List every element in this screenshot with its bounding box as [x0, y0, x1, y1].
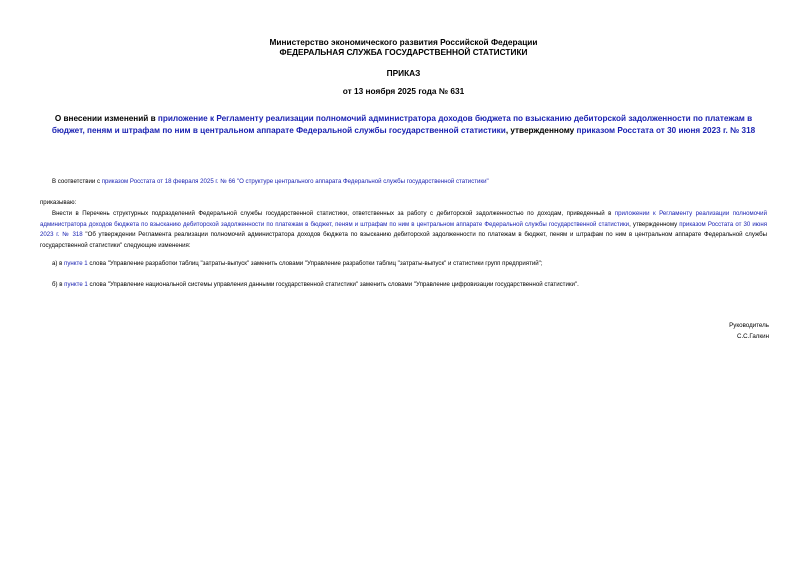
body-text-3: "Об утверждении Регламента реализации полномочий администратора доходов бюджета по взысканию дебиторской задолженности по платежам в бюджет, пеням и штрафам по ним в центральном аппарате Федеральной службы государственной статистики" следующие изменения:	[40, 231, 767, 249]
body-link-order[interactable]: приказом Росстата от 30 июня 2023 г. № 318	[40, 220, 768, 238]
body-paragraph	[40, 209, 767, 251]
service-name: ФЕДЕРАЛЬНАЯ СЛУЖБА ГОСУДАРСТВЕННОЙ СТАТИСТИКИ	[279, 47, 528, 57]
signature-position: Руководитель	[729, 322, 769, 329]
item-b-prefix: б) в	[52, 281, 65, 288]
item-b-text: слова "Управление национальной системы управления данными государственной статистики" заменить словами "Управление цифровизации государственной статистики".	[87, 281, 579, 288]
item-b-link[interactable]: пункте 1	[64, 281, 88, 288]
title-link-order[interactable]: приказом Росстата от 30 июня 2023 г. № 318	[576, 126, 756, 135]
title-link-regulation[interactable]: приложение к Регламенту реализации полномочий администратора доходов бюджета по взысканию дебиторской задолженности по платежам в бюджет, пеням и штрафам по ним в центральном аппарате Федеральной службы государственной статистики	[51, 114, 753, 135]
item-b	[52, 280, 772, 291]
document-date: от 13 ноября 2025 года № 631	[342, 86, 465, 96]
preamble-link[interactable]: приказом Росстата от 18 февраля 2025 г. № 66 "О структуре центрального аппарата Федеральной службы государственной статистики"	[101, 178, 489, 185]
preamble-text: В соответствии с	[52, 178, 102, 185]
signature-name: С.С.Галкин	[736, 333, 769, 340]
body-text-2: , утвержденному	[629, 220, 680, 228]
document-type: ПРИКАЗ	[386, 68, 421, 78]
title-text: О внесении изменений в	[54, 114, 158, 123]
preamble-paragraph	[52, 177, 772, 188]
item-a	[52, 259, 772, 270]
ministry-name: Министерство экономического развития Российской Федерации	[269, 37, 538, 47]
item-a-text: слова "Управление разработки таблиц "затраты-выпуск" заменить словами "Управление разработки таблиц "затраты-выпуск" и статистики групп предприятий";	[87, 260, 543, 267]
title-text-2: , утвержденному	[505, 126, 577, 135]
order-word: приказываю:	[40, 199, 77, 206]
document-title	[40, 113, 767, 137]
item-a-link[interactable]: пункте 1	[64, 260, 88, 267]
item-a-prefix: а) в	[52, 260, 65, 267]
body-text: Внести в Перечень структурных подразделений Федеральной службы государственной статистики, ответственных за работу с дебиторской задолженностью по доходам, приведенный в	[52, 210, 615, 217]
body-link-regulation[interactable]: приложении к Регламенту реализации полномочий администратора доходов бюджета по взысканию дебиторской задолженности по платежам в бюджет, пеням и штрафам по ним в центральном аппарате Федеральной службы государственной статистики	[40, 210, 767, 228]
